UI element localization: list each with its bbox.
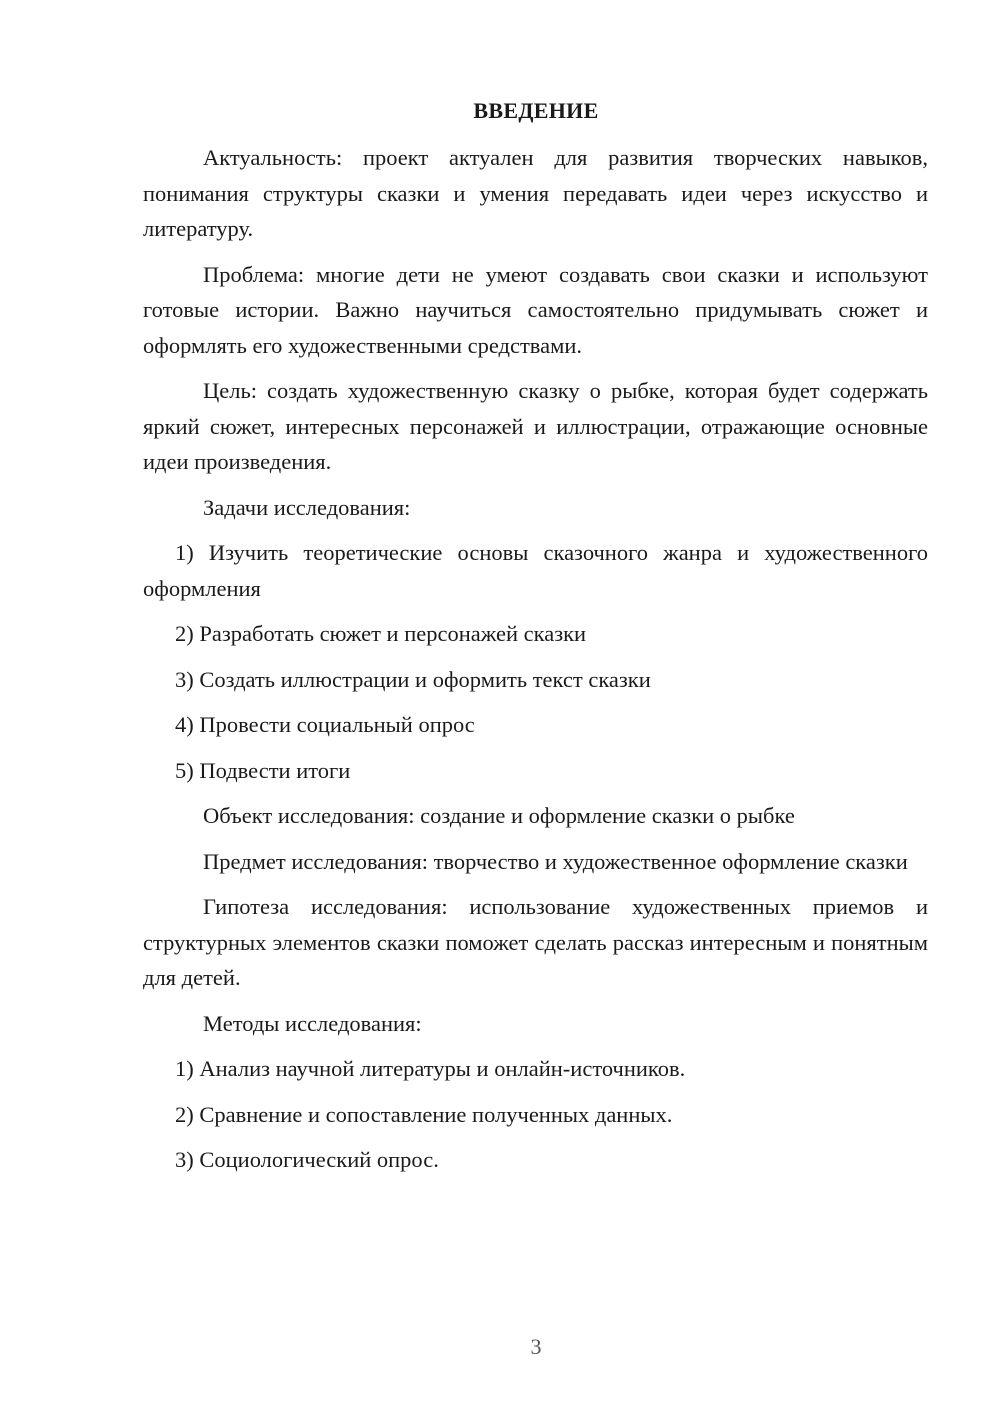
- methods-heading: Методы исследования:: [203, 1010, 422, 1036]
- task-item-3: 3) Создать иллюстрации и оформить текст сказки: [175, 666, 651, 692]
- method-item-3: 3) Социологический опрос.: [175, 1147, 439, 1172]
- object-paragraph: Объект исследования: создание и оформление сказки о рыбке: [203, 803, 795, 828]
- page-number: 3: [530, 1334, 542, 1359]
- task-item-5: 5) Подвести итоги: [175, 757, 351, 783]
- actuality-paragraph: Актуальность: проект актуален для развития творческих навыков, понимания структуры сказки и умения передавать идеи через искусство и литературу.: [143, 145, 928, 241]
- document-title: ВВЕДЕНИЕ: [473, 98, 599, 123]
- method-item-2: 2) Сравнение и сопоставление полученных данных.: [175, 1101, 673, 1127]
- subject-paragraph: Предмет исследования: творчество и художественное оформление сказки: [203, 848, 908, 874]
- hypothesis-paragraph: Гипотеза исследования: использование художественных приемов и структурных элементов сказки поможет сделать рассказ интересным и понятным для детей.: [143, 894, 928, 990]
- task-item-4: 4) Провести социальный опрос: [175, 712, 475, 737]
- document-body: [143, 140, 928, 1178]
- method-item-1: 1) Анализ научной литературы и онлайн-источников.: [175, 1056, 686, 1081]
- goal-paragraph: Цель: создать художественную сказку о рыбке, которая будет содержать яркий сюжет, интересных персонажей и иллюстрации, отражающие основные идеи произведения.: [143, 378, 928, 474]
- task-item-1: 1) Изучить теоретические основы сказочного жанра и художественного оформления: [143, 540, 928, 601]
- task-item-2: 2) Разработать сюжет и персонажей сказки: [175, 621, 587, 646]
- problem-paragraph: Проблема: многие дети не умеют создавать свои сказки и используют готовые истории. Важно научиться самостоятельно придумывать сюжет и оформлять его художественными средствами.: [143, 261, 928, 358]
- tasks-heading: Задачи исследования:: [203, 494, 411, 520]
